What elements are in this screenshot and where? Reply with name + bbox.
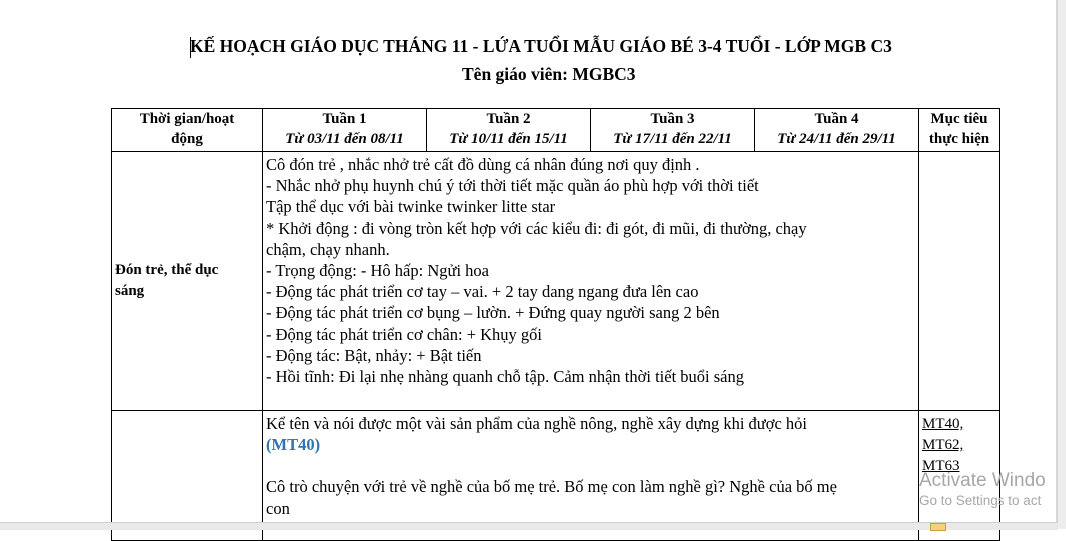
goal-link[interactable]: MT63 xyxy=(922,458,960,474)
morning-content xyxy=(263,152,919,411)
content-line: chậm, chạy nhanh. xyxy=(266,239,390,259)
goal-code: (MT40) xyxy=(266,435,321,455)
header-week-1: Tuần 1 Từ 03/11 đến 08/11 xyxy=(263,109,427,152)
header-week-2: Tuần 2 Từ 10/11 đến 15/11 xyxy=(427,109,591,152)
row-label-morning: Đón trẻ, thể dục sáng xyxy=(112,152,263,411)
content-line: - Trọng động: - Hô hấp: Ngửi hoa xyxy=(266,261,489,281)
header-goals: Mục tiêu thực hiện xyxy=(919,109,1000,152)
goal-link[interactable]: MT62, xyxy=(922,437,964,453)
header-week-4: Tuần 4 Từ 24/11 đến 29/11 xyxy=(755,109,919,152)
row-second xyxy=(112,411,1000,541)
row-morning xyxy=(112,152,1000,411)
morning-goals xyxy=(919,152,1000,411)
status-indicator-icon xyxy=(930,523,946,531)
content-line: Tập thể dục với bài twinke twinker litte star xyxy=(266,197,556,217)
content-line: Kể tên và nói được một vài sản phẩm của nghề nông, nghề xây dựng khi được hỏi xyxy=(266,414,807,433)
content-line: * Khởi động : đi vòng tròn kết hợp với các kiểu đi: đi gót, đi mũi, đi thường, chạy xyxy=(266,218,807,238)
content-line: - Động tác phát triển cơ bụng – lườn. + Đứng quay người sang 2 bên xyxy=(266,303,720,323)
header-week-3: Tuần 3 Từ 17/11 đến 22/11 xyxy=(591,109,755,152)
header-row xyxy=(112,109,1000,152)
plan-table xyxy=(111,108,1000,541)
activation-watermark: Activate Windo Go to Settings to act xyxy=(919,470,1046,508)
content-line: - Hồi tĩnh: Đi lại nhẹ nhàng quanh chỗ tập. Cảm nhận thời tiết buổi sáng xyxy=(266,367,744,387)
window-edge xyxy=(1058,0,1066,529)
content-line: - Động tác: Bật, nhảy: + Bật tiến xyxy=(266,345,482,365)
content-line: - Động tác phát triển cơ chân: + Khụy gối xyxy=(266,324,542,344)
document-title: KẾ HOẠCH GIÁO DỤC THÁNG 11 - LỨA TUỔI MẪU GIÁO BÉ 3-4 TUỔI - LỚP MGB C3 xyxy=(190,36,892,56)
page-border xyxy=(1056,0,1058,529)
goal-link[interactable]: MT40, xyxy=(922,416,964,432)
teacher-name: Tên giáo viên: MGBC3 xyxy=(462,64,636,84)
content-line: Cô trò chuyện với trẻ về nghề của bố mẹ trẻ. Bố mẹ con làm nghề gì? Nghề của bố mẹ xyxy=(266,477,837,497)
second-content xyxy=(263,411,919,541)
content-line: - Động tác phát triển cơ tay – vai. + 2 tay dang ngang đưa lên cao xyxy=(266,282,699,302)
content-line: con xyxy=(266,498,290,518)
header-time-activity: Thời gian/hoạt động xyxy=(112,109,263,152)
row-label-second xyxy=(112,411,263,541)
content-line: - Nhắc nhở phụ huynh chú ý tới thời tiết mặc quần áo phù hợp với thời tiết xyxy=(266,176,759,196)
content-line: Cô đón trẻ , nhắc nhở trẻ cất đồ dùng cá nhân đúng nơi quy định . xyxy=(266,155,700,174)
